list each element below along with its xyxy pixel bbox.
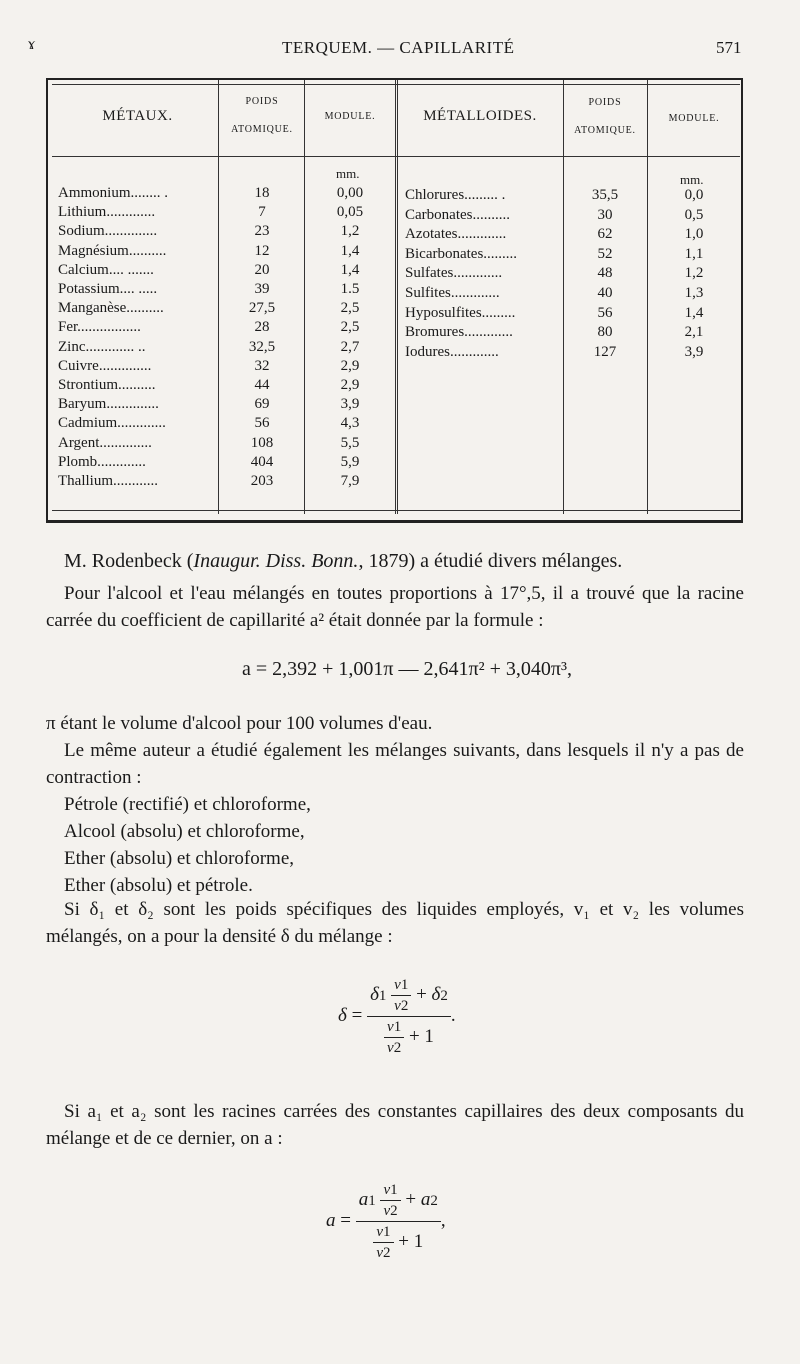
row-atomic-weight: 7: [258, 204, 266, 221]
row-atomic-weight: 40: [597, 285, 613, 301]
row-atomic-weight: 32: [254, 357, 270, 374]
row-name: Baryum..............: [58, 396, 159, 413]
row-atomic-weight: 20: [254, 261, 270, 278]
row-atomic-weight: 62: [597, 226, 613, 243]
row-name: Argent..............: [58, 434, 152, 451]
row-atomic-weight: 39: [254, 281, 270, 297]
row-module: 2,9: [340, 357, 360, 374]
page-corner-mark: ɤ: [28, 36, 36, 53]
row-name: Magnésium..........: [58, 242, 167, 259]
table-center-divider: [395, 80, 398, 514]
row-atomic-weight: 203: [250, 473, 274, 489]
mixture-item: Ether (absolu) et pétrole.: [64, 875, 253, 896]
column-divider: [563, 80, 564, 514]
unit-label: mm.: [680, 172, 704, 187]
citation: Inaugur. Diss. Bonn.: [193, 550, 359, 572]
header-metals: MÉTAUX.: [102, 108, 173, 124]
row-name: Zinc............. ..: [58, 338, 146, 355]
row-atomic-weight: 80: [597, 324, 613, 341]
row-name: Azotates.............: [405, 226, 507, 243]
row-name: Hyposulfites.........: [405, 304, 516, 321]
row-module: 1,0: [684, 226, 704, 243]
row-name: Fer.................: [58, 319, 141, 336]
row-module: 3,9: [340, 396, 360, 413]
header-metalloids: MÉTALLOIDES.: [423, 108, 537, 124]
row-name: Sulfates.............: [405, 265, 503, 282]
row-module: 7,9: [340, 473, 360, 489]
paragraph-density: Si δ₁ et δ₂ sont les poids spécifiques des liquides employés, v₁ et v₂ les volumes mélangés, on a pour la densité δ du mélange :: [46, 899, 744, 947]
mixture-item: Pétrole (rectifié) et chloroforme,: [64, 794, 311, 815]
row-atomic-weight: 48: [597, 265, 613, 282]
page-number: 571: [716, 38, 742, 57]
row-module: 3,9: [684, 343, 704, 360]
row-module: 2,7: [340, 338, 360, 355]
row-atomic-weight: 27,5: [248, 300, 276, 317]
paragraph-mixtures-intro: Le même auteur a étudié également les mélanges suivants, dans lesquels il n'y a pas de contraction :: [46, 740, 744, 788]
row-name: Cadmium.............: [58, 415, 166, 432]
row-atomic-weight: 44: [254, 377, 270, 393]
row-name: Thallium............: [58, 473, 158, 489]
row-name: Sulfites.............: [405, 285, 500, 301]
column-divider: [647, 80, 648, 514]
unit-label: mm.: [336, 166, 360, 181]
row-atomic-weight: 12: [254, 242, 270, 259]
row-atomic-weight: 108: [250, 434, 274, 451]
paragraph-alcohol-water: Pour l'alcool et l'eau mélangés en toutes proportions à 17°,5, il a trouvé que la racine carrée du coefficient de capillarité a² était donnée par la formule :: [46, 583, 744, 631]
mixture-item: Ether (absolu) et chloroforme,: [64, 848, 295, 869]
row-atomic-weight: 404: [250, 453, 274, 470]
row-module: 0,0: [684, 187, 704, 203]
paragraph-rodenbeck: M. Rodenbeck (Inaugur. Diss. Bonn., 1879) a étudié divers mélanges.: [64, 550, 623, 572]
row-module: 1,3: [684, 285, 704, 301]
header-weight-line1: POIDS: [245, 96, 279, 107]
row-atomic-weight: 69: [254, 396, 270, 413]
row-atomic-weight: 30: [597, 206, 613, 223]
header-weight-line2: ATOMIQUE.: [574, 125, 636, 136]
row-module: 1,2: [684, 265, 704, 282]
row-module: 1.5: [340, 281, 360, 297]
header-module: MODULE.: [324, 111, 376, 122]
row-module: 0,05: [336, 204, 364, 221]
row-atomic-weight: 56: [597, 304, 613, 321]
row-name: Lithium.............: [58, 204, 156, 221]
row-atomic-weight: 32,5: [248, 338, 276, 355]
header-module: MODULE.: [668, 113, 720, 124]
row-module: 2,1: [684, 324, 704, 341]
header-weight-line2: ATOMIQUE.: [231, 124, 293, 135]
row-module: 1,4: [684, 304, 704, 321]
formula-capillarity: a = 2,392 + 1,001π — 2,641π² + 3,040π³,: [242, 658, 572, 680]
row-atomic-weight: 56: [254, 415, 270, 432]
column-divider: [218, 80, 219, 514]
row-name: Bromures.............: [405, 324, 513, 341]
row-module: 1,4: [340, 242, 360, 259]
paragraph-capillary-roots: Si a₁ et a₂ sont les racines carrées des constantes capillaires des deux composants du mélange et de ce dernier, on a :: [46, 1101, 744, 1149]
row-module: 5,9: [340, 453, 360, 470]
row-name: Strontium..........: [58, 377, 156, 393]
row-name: Iodures.............: [405, 343, 499, 360]
row-name: Manganèse..........: [58, 300, 164, 317]
row-name: Carbonates..........: [405, 206, 510, 223]
row-module: 1,4: [340, 261, 360, 278]
row-name: Cuivre..............: [58, 357, 152, 374]
formula-density: δ = δ1 $\frac{v1}{v2}$ + δ2 $\frac{v1}{v2}$ + 1 .: [338, 977, 456, 1056]
row-atomic-weight: 23: [254, 223, 270, 240]
row-atomic-weight: 127: [593, 343, 617, 360]
row-atomic-weight: 52: [597, 245, 613, 262]
row-module: 1,2: [340, 223, 360, 240]
formula-a: a = a1 $\frac{v1}{v2}$ + a2 $\frac{v1}{v2}$ + 1 ,: [326, 1182, 446, 1261]
row-module: 5,5: [340, 434, 360, 451]
row-module: 2,9: [340, 377, 360, 393]
row-name: Chlorures......... .: [405, 187, 506, 203]
row-module: 4,3: [340, 415, 360, 432]
row-name: Ammonium........ .: [58, 185, 169, 201]
paragraph-pi-definition: π étant le volume d'alcool pour 100 volumes d'eau.: [46, 713, 433, 734]
mixture-item: Alcool (absolu) et chloroforme,: [64, 821, 305, 842]
row-atomic-weight: 28: [254, 319, 270, 336]
row-name: Plomb.............: [58, 453, 146, 470]
row-name: Sodium..............: [58, 223, 158, 240]
column-divider: [304, 80, 305, 514]
row-name: Bicarbonates.........: [405, 245, 518, 262]
running-title: TERQUEM. — CAPILLARITÉ: [282, 38, 515, 57]
row-module: 1,1: [684, 245, 704, 262]
row-module: 2,5: [340, 300, 360, 317]
row-name: Calcium.... .......: [58, 261, 154, 278]
row-module: 0,5: [684, 206, 704, 223]
row-name: Potassium.... .....: [58, 281, 158, 297]
header-weight-line1: POIDS: [588, 97, 622, 108]
row-atomic-weight: 18: [254, 185, 270, 201]
row-module: 0,00: [336, 185, 364, 201]
row-module: 2,5: [340, 319, 360, 336]
row-atomic-weight: 35,5: [591, 187, 619, 203]
